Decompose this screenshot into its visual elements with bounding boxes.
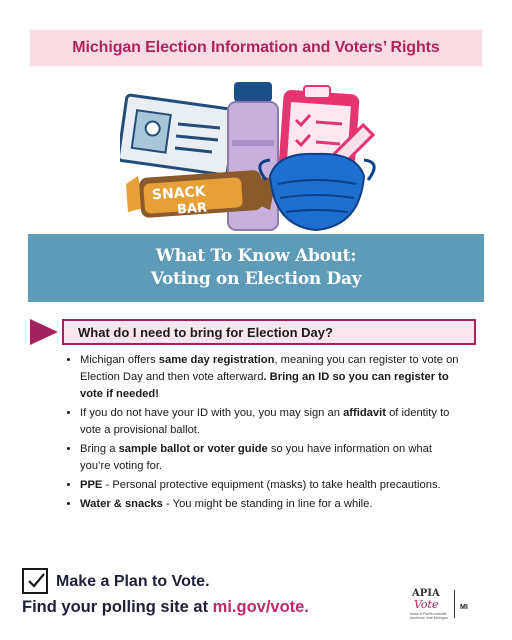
snack-label-1: SNACK bbox=[151, 183, 207, 204]
hero-line-2: Voting on Election Day bbox=[150, 269, 362, 289]
polling-site-text: Find your polling site at mi.gov/vote. bbox=[22, 598, 309, 616]
apia-vote-logo: APIA Vote MI Asian & Pacific Islander American Vote Michigan bbox=[410, 588, 468, 620]
section-heading-box bbox=[62, 319, 476, 345]
checkmark-box-icon bbox=[22, 568, 48, 594]
list-item: • Water & snacks - You might be standing in line for a while. bbox=[80, 496, 462, 513]
hero-banner bbox=[28, 234, 484, 302]
list-item: • PPE - Personal protective equipment (masks) to take health precautions. bbox=[80, 477, 462, 494]
list-item: • If you do not have your ID with you, you may sign an affidavit of identity to vote a provisional ballot. bbox=[80, 405, 462, 439]
snack-label-2: BAR bbox=[176, 200, 208, 218]
list-item: • Bring a sample ballot or voter guide so you have information on what you’re voting for. bbox=[80, 441, 462, 475]
section-heading: What do I need to bring for Election Day? bbox=[78, 324, 333, 340]
section-heading-bar bbox=[30, 319, 476, 345]
list-item: • Michigan offers same day registration, meaning you can register to vote on Election Day and then vote afterward. Bring an ID so you can register to vote if needed! bbox=[80, 352, 462, 403]
polling-site-link[interactable]: mi.gov/vote. bbox=[212, 598, 309, 616]
section-wedge-decoration bbox=[30, 319, 58, 345]
what-to-bring-list bbox=[66, 352, 462, 515]
id-card-icon bbox=[120, 95, 236, 176]
page-title: Michigan Election Information and Voters’ Rights bbox=[72, 39, 440, 56]
title-band bbox=[30, 30, 482, 66]
plan-to-vote-text: Make a Plan to Vote. bbox=[56, 573, 210, 590]
election-day-items-illustration bbox=[120, 80, 390, 240]
hero-line-1: What To Know About: bbox=[155, 246, 357, 266]
